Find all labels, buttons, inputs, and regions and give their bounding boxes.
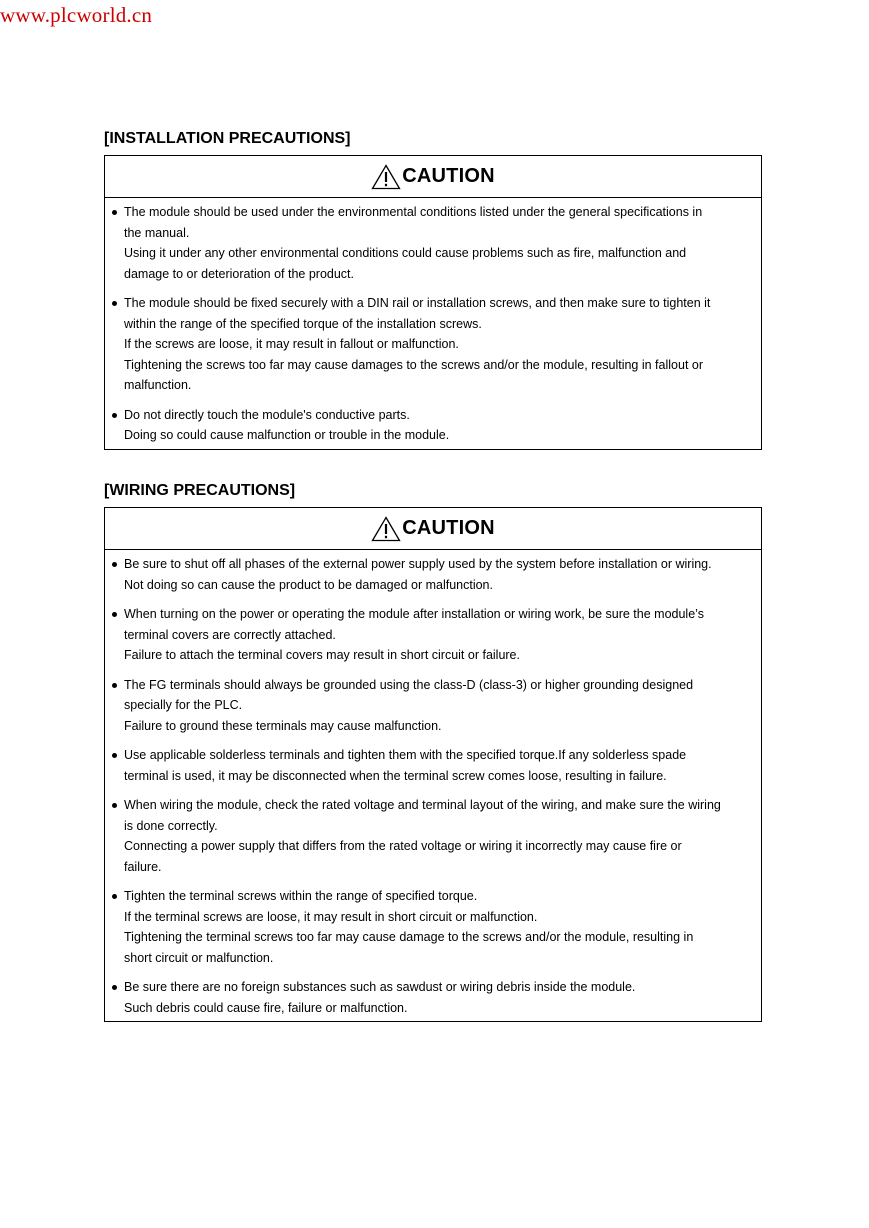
precaution-text-line: Not doing so can cause the product to be damaged or malfunction. [124, 577, 493, 592]
bullet-icon [112, 985, 117, 990]
precaution-text-line: When turning on the power or operating the module after installation or wiring work, be sure the module’s [124, 607, 704, 621]
precaution-list [105, 198, 761, 449]
precaution-text-line: When wiring the module, check the rated voltage and terminal layout of the wiring, and make sure the wiring [124, 798, 721, 812]
caution-label: CAUTION [402, 517, 495, 539]
precaution-item [112, 554, 753, 595]
precaution-text-line: damage to or deterioration of the product. [124, 266, 355, 281]
precaution-text-line: short circuit or malfunction. [124, 950, 274, 965]
precaution-text-line: Be sure to shut off all phases of the external power supply used by the system before installation or wiring. [124, 557, 712, 571]
precaution-item [112, 675, 753, 737]
precaution-text-line: The module should be fixed securely with a DIN rail or installation screws, and then make sure to tighten it [124, 296, 711, 310]
caution-header [105, 156, 761, 198]
precaution-text-line: If the terminal screws are loose, it may result in short circuit or malfunction. [124, 909, 538, 924]
precaution-text-line: Doing so could cause malfunction or trouble in the module. [124, 428, 450, 442]
precaution-item [112, 405, 753, 446]
warning-triangle-icon [371, 516, 401, 542]
caution-label: CAUTION [402, 165, 495, 187]
precaution-text-line: Tighten the terminal screws within the range of specified torque. [124, 889, 478, 903]
precaution-text-line: Do not directly touch the module's conductive parts. [124, 407, 410, 422]
wiring-caution-panel [104, 507, 762, 1022]
bullet-icon [112, 894, 117, 899]
precaution-item [112, 293, 753, 396]
precaution-text-line: Be sure there are no foreign substances such as sawdust or wiring debris inside the module. [124, 980, 636, 994]
bullet-icon [112, 683, 117, 688]
precaution-text-line: within the range of the specified torque of the installation screws. [124, 316, 482, 331]
bullet-icon [112, 803, 117, 808]
watermark: www.plcworld.cn [0, 3, 153, 27]
precaution-text-line: specially for the PLC. [124, 698, 243, 712]
precaution-text-line: Tightening the terminal screws too far may cause damage to the screws and/or the module, resulting in [124, 930, 694, 944]
bullet-icon [112, 753, 117, 758]
precaution-text-line: the manual. [124, 225, 190, 240]
precaution-text-line: terminal is used, it may be disconnected when the terminal screw comes loose, resulting in failure. [124, 768, 667, 783]
precaution-item [112, 886, 753, 968]
precaution-text-line: terminal covers are correctly attached. [124, 627, 336, 642]
precaution-text-line: malfunction. [124, 378, 192, 392]
precaution-item [112, 977, 753, 1018]
precaution-text-line: Connecting a power supply that differs from the rated voltage or wiring it incorrectly may cause fire or [124, 839, 682, 853]
precaution-text-line: The FG terminals should always be grounded using the class-D (class-3) or higher grounding designed [124, 677, 694, 692]
precaution-text-line: failure. [124, 859, 162, 874]
bullet-icon [112, 301, 117, 306]
installation-caution-panel [104, 155, 762, 450]
wiring-section-title: [WIRING PRECAUTIONS] [104, 482, 296, 499]
precaution-text-line: Using it under any other environmental conditions could cause problems such as fire, malfunction and [124, 246, 687, 260]
precaution-text-line: Failure to attach the terminal covers may result in short circuit or failure. [124, 648, 520, 662]
caution-header [105, 508, 761, 550]
installation-section-title: [INSTALLATION PRECAUTIONS] [104, 130, 351, 147]
precaution-text-line: Failure to ground these terminals may cause malfunction. [124, 718, 442, 733]
bullet-icon [112, 210, 117, 215]
bullet-icon [112, 562, 117, 567]
precaution-item [112, 795, 753, 877]
precaution-text-line: If the screws are loose, it may result in fallout or malfunction. [124, 337, 459, 351]
precaution-text-line: Use applicable solderless terminals and tighten them with the specified torque.If any solderless spade [124, 748, 687, 762]
precaution-text-line: is done correctly. [124, 818, 218, 833]
warning-triangle-icon [371, 164, 401, 190]
bullet-icon [112, 612, 117, 617]
precaution-item [112, 604, 753, 666]
precaution-item [112, 202, 753, 284]
precaution-text-line: Such debris could cause fire, failure or malfunction. [124, 1000, 408, 1015]
precaution-text-line: The module should be used under the environmental conditions listed under the general specifications in [124, 205, 703, 219]
precaution-text-line: Tightening the screws too far may cause damages to the screws and/or the module, resulting in fallout or [124, 357, 704, 372]
bullet-icon [112, 413, 117, 418]
precaution-item [112, 745, 753, 786]
precaution-list [105, 550, 761, 1021]
